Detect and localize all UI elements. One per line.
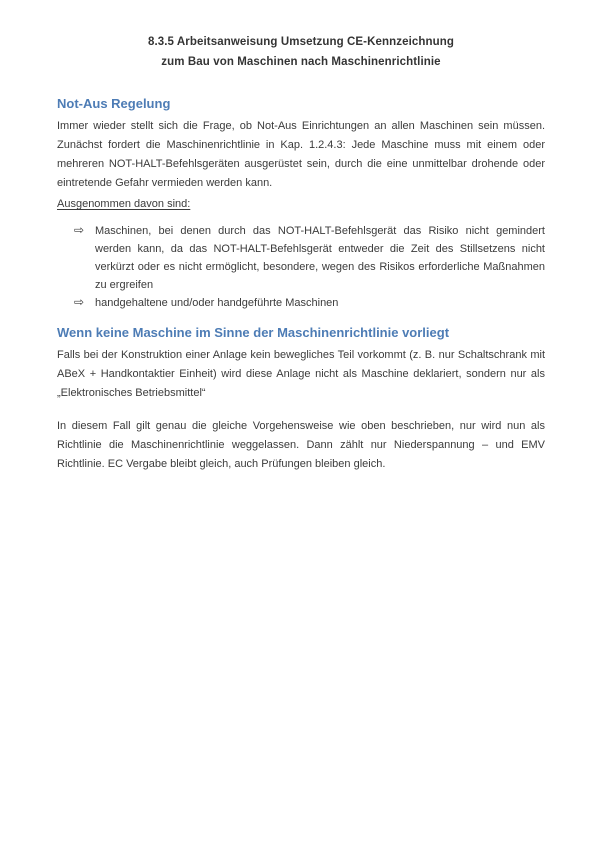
exceptions-heading: Ausgenommen davon sind: <box>57 198 191 210</box>
document-title <box>57 32 545 72</box>
paragraph-not-aus: Immer wieder stellt sich die Frage, ob Not-Aus Einrichtungen an allen Maschinen sein müssen. Zunächst fordert die Maschinenrichtlinie in Kap. 1.2.4.3: Jede Maschine muss mit einem oder mehreren NOT-HALT-Befehlsgeräten ausgerüstet sein, durch die eine unmittelbar drohende oder eintretende Gefahr vermieden werden kann. <box>57 120 545 189</box>
list-item <box>57 294 545 312</box>
exceptions-list <box>57 222 545 312</box>
section-heading-not-aus-regelung: Not-Aus Regelung <box>57 96 171 111</box>
list-item-text: handgehaltene und/oder handgeführte Maschinen <box>95 297 339 309</box>
paragraph-keine-maschine-1: Falls bei der Konstruktion einer Anlage kein bewegliches Teil vorkommt (z. B. nur Schaltschrank mit ABeX + Handkontaktier Einheit) wird diese Anlage nicht als Maschine deklariert, sondern nur als „Elektronisches Betriebsmittel“ <box>57 349 545 399</box>
document-title-line2: zum Bau von Maschinen nach Maschinenrichtlinie <box>161 56 441 68</box>
list-item <box>57 222 545 294</box>
document-title-line1: 8.3.5 Arbeitsanweisung Umsetzung CE-Kennzeichnung <box>147 36 455 48</box>
paragraph-keine-maschine-2: In diesem Fall gilt genau die gleiche Vorgehensweise wie oben beschrieben, nur wird nun als Richtlinie die Maschinenrichtlinie weggelassen. Dann zählt nur Niederspannung – und EMV Richtlinie. EC Vergabe bleibt gleich, auch Prüfungen bleiben gleich. <box>57 420 545 470</box>
section-heading-keine-maschine: Wenn keine Maschine im Sinne der Maschinenrichtlinie vorliegt <box>57 325 450 340</box>
list-item-text: Maschinen, bei denen durch das NOT-HALT-Befehlsgerät das Risiko nicht gemindert werden kann, da das NOT-HALT-Befehlsgerät entweder die Zeit des Stillsetzens nicht verkürzt oder es nicht ermöglicht, besondere, wegen des Risikos erforderliche Maßnahmen zu ergreifen <box>95 225 545 291</box>
arrow-bullet-icon: ⇨ <box>74 223 85 237</box>
arrow-bullet-icon: ⇨ <box>74 295 85 309</box>
